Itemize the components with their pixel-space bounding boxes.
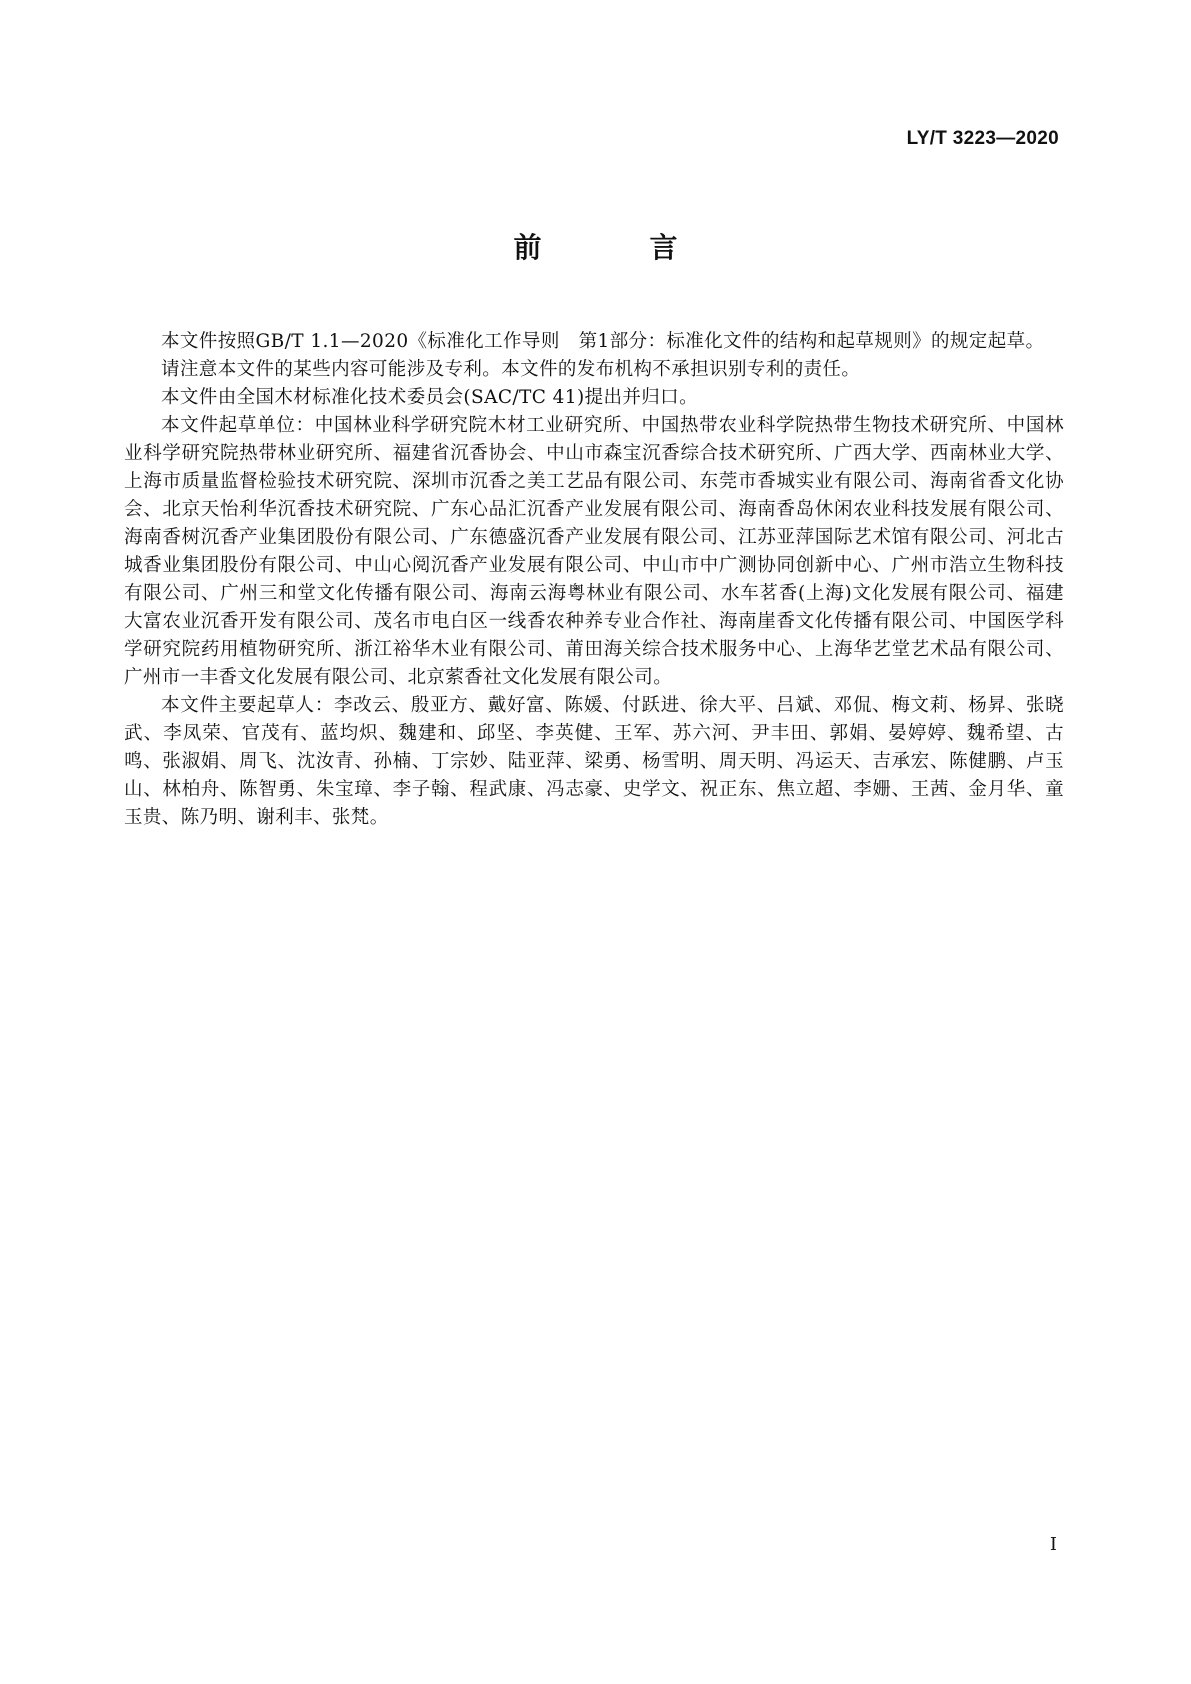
- page-number: I: [1049, 1534, 1057, 1555]
- paragraph-patent-notice: 请注意本文件的某些内容可能涉及专利。本文件的发布机构不承担识别专利的责任。: [161, 359, 861, 380]
- page-title: 前 言: [513, 231, 718, 264]
- foreword-body: [124, 328, 1064, 832]
- paragraph-drafters: 本文件主要起草人：李改云、殷亚方、戴好富、陈媛、付跃进、徐大平、吕斌、邓侃、梅文莉、杨昇、张晓武、李凤荣、官茂有、蓝均炽、魏建和、邱坚、李英健、王军、苏六河、尹丰田、郭娟、晏婷婷、魏希望、古鸣、张淑娟、周飞、沈汝青、孙楠、丁宗妙、陆亚萍、梁勇、杨雪明、周天明、冯运天、吉承宏、陈健鹏、卢玉山、林柏舟、陈智勇、朱宝璋、李子翰、程武康、冯志豪、史学文、祝正东、焦立超、李姗、王茜、金月华、童玉贵、陈乃明、谢利丰、张梵。: [124, 695, 1064, 828]
- paragraph-drafting-units: 本文件起草单位：中国林业科学研究院木材工业研究所、中国热带农业科学院热带生物技术研究所、中国林业科学研究院热带林业研究所、福建省沉香协会、中山市森宝沉香综合技术研究所、广西大学、西南林业大学、上海市质量监督检验技术研究院、深圳市沉香之美工艺品有限公司、东莞市香城实业有限公司、海南省香文化协会、北京天怡利华沉香技术研究院、广东心品汇沉香产业发展有限公司、海南香岛休闲农业科技发展有限公司、海南香树沉香产业集团股份有限公司、广东德盛沉香产业发展有限公司、江苏亚萍国际艺术馆有限公司、河北古城香业集团股份有限公司、中山心阅沉香产业发展有限公司、中山市中广测协同创新中心、广州市浩立生物科技有限公司、广州三和堂文化传播有限公司、海南云海粤林业有限公司、水车茗香(上海)文化发展有限公司、福建大富农业沉香开发有限公司、茂名市电白区一线香农种养专业合作社、海南崖香文化传播有限公司、中国医学科学研究院药用植物研究所、浙江裕华木业有限公司、莆田海关综合技术服务中心、上海华艺堂艺术品有限公司、广州市一丰香文化发展有限公司、北京萦香社文化发展有限公司。: [124, 415, 1064, 688]
- paragraph-proposer: 本文件由全国木材标准化技术委员会(SAC/TC 41)提出并归口。: [161, 387, 698, 408]
- paragraph-drafting-basis: 本文件按照GB/T 1.1—2020《标准化工作导则 第1部分：标准化文件的结构和起草规则》的规定起草。: [161, 331, 1045, 352]
- standard-code: LY/T 3223—2020: [906, 128, 1059, 149]
